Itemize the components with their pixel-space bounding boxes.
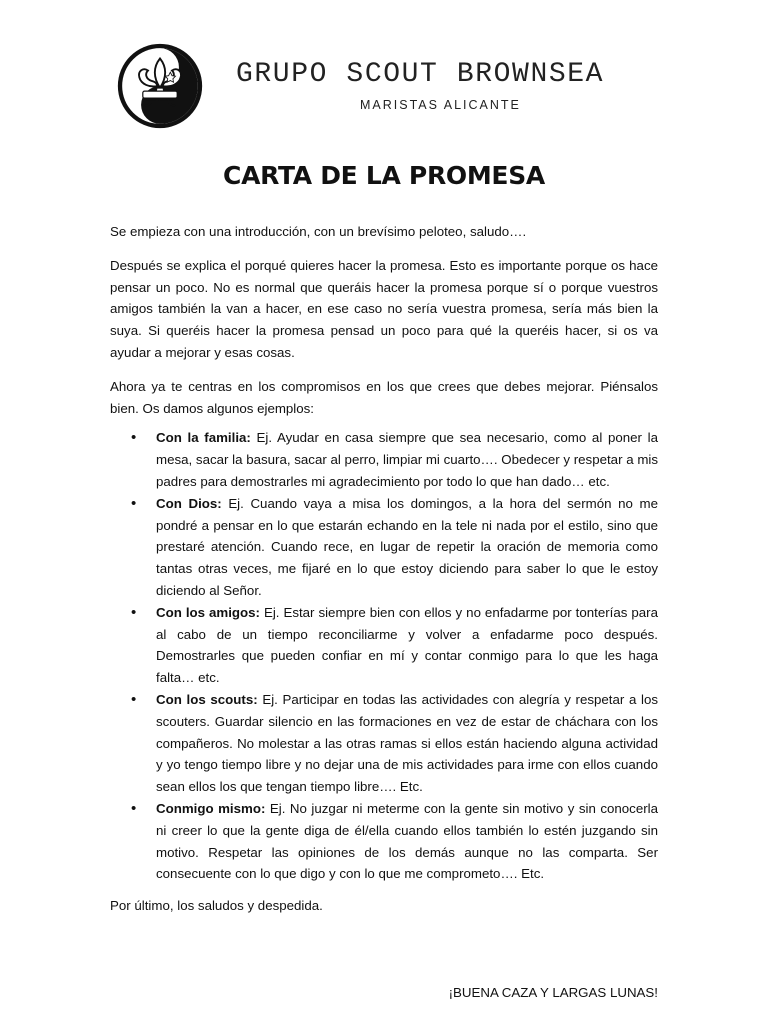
example-text: Ej. Cuando vaya a misa los domingos, a la hora del sermón no me pondré a pensar en lo que estarán echando en la tele ni nada por el estilo, sino que prestaré atención. Cuando rece, en lugar de repetir la oración de memoria como tantas otras veces, me fijaré en lo que estoy diciendo para saber lo que le estoy diciendo al Señor. bbox=[156, 495, 658, 598]
example-text: Ej. Participar en todas las actividades con alegría y respetar a los scouters. Guardar silencio en las formaciones en vez de estar de cháchara con los compañeros. No molestar a las otras ramas si ellos están haciendo alguna actividad y yo tengo tiempo libre y no dejar una de mis actividades para irme con ellos cuando sean ellos los que tengan tiempo libre…. Etc. bbox=[156, 691, 659, 795]
list-item bbox=[156, 427, 658, 492]
example-text: Ej. Estar siempre bien con ellos y no enfadarme por tonterías para al cabo de un tiempo reconciliarme y volver a enfadarme poco después. Demostrarles que pueden confiar en mí y contar conmigo para lo que les haga falta… etc. bbox=[156, 604, 658, 686]
logo-band-text: BROWNSEA bbox=[146, 97, 174, 102]
example-label: Con Dios: bbox=[156, 495, 222, 511]
example-text: Ej. Ayudar en casa siempre que sea necesario, como al poner la mesa, sacar la basura, sacar al perro, limpiar mi cuarto…. Obedecer y respetar a mis padres para demostrarles mi agradecimiento por todo lo que han dado… etc. bbox=[156, 430, 658, 489]
reason-paragraph: Después se explica el porqué quieres hacer la promesa. Esto es importante porque os hace pensar un poco. No es normal que queráis hacer la promesa porque sí o porque vuestros amigos también la van a hacer, en ese caso no sería vuestra promesa, sería más bien la suya. Si queréis hacer la promesa pensad un poco para qué la queréis hacer, si os va ayudar a mejorar y esas cosas. bbox=[110, 257, 658, 360]
list-item bbox=[156, 602, 658, 689]
closing-line: ¡BUENA CAZA Y LARGAS LUNAS! bbox=[448, 985, 658, 1000]
scout-logo-icon bbox=[117, 43, 203, 129]
intro-paragraph: Se empieza con una introducción, con un brevísimo peloteo, saludo…. bbox=[110, 224, 527, 239]
example-text: Ej. No juzgar ni meterme con la gente sin motivo y sin conocerla ni creer lo que la gente diga de él/ella cuando ellos también lo estén juzgando sin motivo. Respetar las opiniones de los demás aunque no las comparta. Ser consecuente con lo que digo y con lo que me comprometo…. Etc. bbox=[156, 800, 659, 882]
example-label: Conmigo mismo: bbox=[156, 800, 266, 816]
document-title: CARTA DE LA PROMESA bbox=[223, 161, 545, 190]
final-paragraph: Por último, los saludos y despedida. bbox=[110, 898, 323, 914]
example-label: Con la familia: bbox=[156, 430, 251, 446]
example-label: Con los scouts: bbox=[156, 691, 258, 707]
commitments-paragraph: Ahora ya te centras en los compromisos en los que crees que debes mejorar. Piénsalos bien. Os damos algunos ejemplos: bbox=[110, 378, 658, 416]
org-subtitle: MARISTAS ALICANTE bbox=[360, 98, 521, 112]
org-title: GRUPO SCOUT BROWNSEA bbox=[236, 59, 605, 90]
examples-list bbox=[110, 427, 658, 885]
document-body bbox=[110, 221, 658, 929]
list-item bbox=[156, 493, 658, 602]
list-item bbox=[156, 798, 658, 885]
list-item bbox=[156, 689, 658, 798]
example-label: Con los amigos: bbox=[156, 604, 260, 620]
